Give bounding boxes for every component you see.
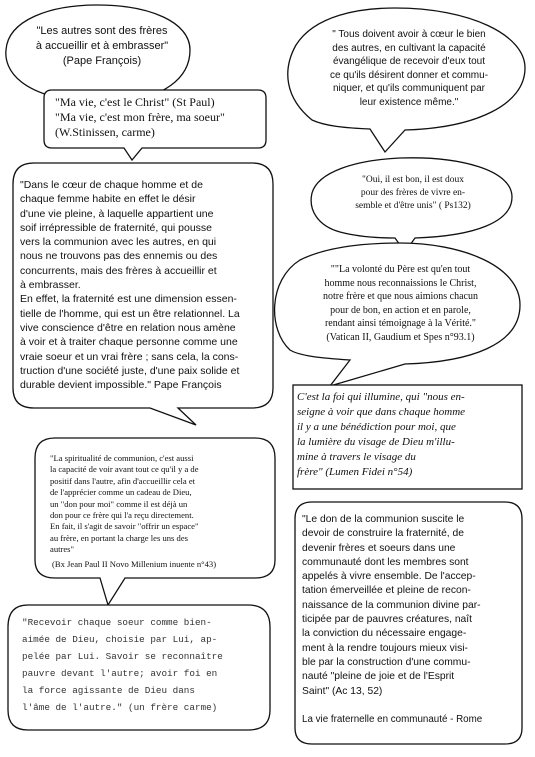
quote-receive-each-sister: "Recevoir chaque soeur comme bien- aimée de Dieu, choisie par Lui, ap- pelée par Lui. Savoir se reconnaître pauvre devant l'autre; avoir foi en la force agissante de Dieu dans l'âme de l'autre." (un frère carme) <box>22 617 223 713</box>
quote-lumen-fidei: C'est la foi qui illumine, qui "nous en- seigne à voir que dans chaque homme il y a une bénédiction pour moi, que la lumière du visage de Dieu m'illu- mine à travers le visage du frère" (Lumen Fidei n°54) <box>297 391 466 478</box>
quote-gift-of-communion: "Le don de la communion suscite le devoir de construire la fraternité, de devenir frères et soeurs dans une communauté dont les membres sont appelés à vivre ensemble. De l'accep- tation émerveillée et pleine de recon- naissance de la communion divine par- ticipée par de pauvres créatures, naît la conviction du nécessaire engage- ment à la rendre toujours mieux visi- ble par la construction d'une commu- nauté "pleine de joie et de l'Esprit Saint" (Ac 13, 52) <box>302 514 481 697</box>
quote-spirituality-source: (Bx Jean Paul II Novo Millenium inuente n°43) <box>52 559 217 569</box>
quote-my-life-christ: "Ma vie, c'est le Christ" (St Paul) "Ma vie, c'est mon frère, ma soeur" (W.Stinissen, carme) <box>55 95 225 139</box>
quote-receive-others: " Tous doivent avoir à cœur le bien des autres, en cultivant la capacité évangélique de recevoir d'eux tout ce qu'ils désirent donner et commu- niquer, et qu'ils communiquent par leur existence même." <box>329 29 489 108</box>
quote-psalm-132: "Oui, il est bon, il est doux pour des frères de vivre en- semble et d'être unis" ( Ps132) <box>355 175 471 211</box>
quote-spirituality-communion: "La spiritualité de communion, c'est aussi la capacité de voir avant tout ce qu'il y a de positif dans l'autre, afin d'accueillir cela et de l'apprécier comme un cadeau de Dieu, un "don pour moi" comme il est déjà un don pour ce frère qui l'a reçu directement. En fait, il s'agit de savoir "offrir un espace" au frère, en portant la charge les uns des autres" <box>50 453 199 555</box>
quote-vatican-ii: ""La volonté du Père est qu'en tout homme nous reconnaissions le Christ, notre frère et que nous aimions chacun pour de bon, en action et en parole, rendant ainsi témoignage à la Vérité." (Vatican II, Gaudium et Spes n°93.1) <box>323 264 478 343</box>
quote-pope-francis-short: "Les autres sont des frères à accueillir et à embrasser" (Pape François) <box>35 25 169 67</box>
quote-pope-francis-fraternity: "Dans le cœur de chaque homme et de chaque femme habite en effet le désir d'une vie pleine, à laquelle appartient une soif irrépressible de fraternité, qui pousse vers la communion avec les autres, en qui nous ne trouvons pas des ennemis ou des concurrents, mais des frères à accueillir et à embrasser. En effet, la fraternité est une dimension essen- tielle de l'homme, qui est un être relationnel. La vive conscience d'être en relation nous amène à voir et à traiter chaque personne comme une vraie soeur et un vrai frère ; sans cela, la cons- truction d'une société juste, d'une paix solide et durable devient impossible." Pape François <box>20 179 240 392</box>
quote-gift-source: La vie fraternelle en communauté - Rome <box>302 714 483 725</box>
